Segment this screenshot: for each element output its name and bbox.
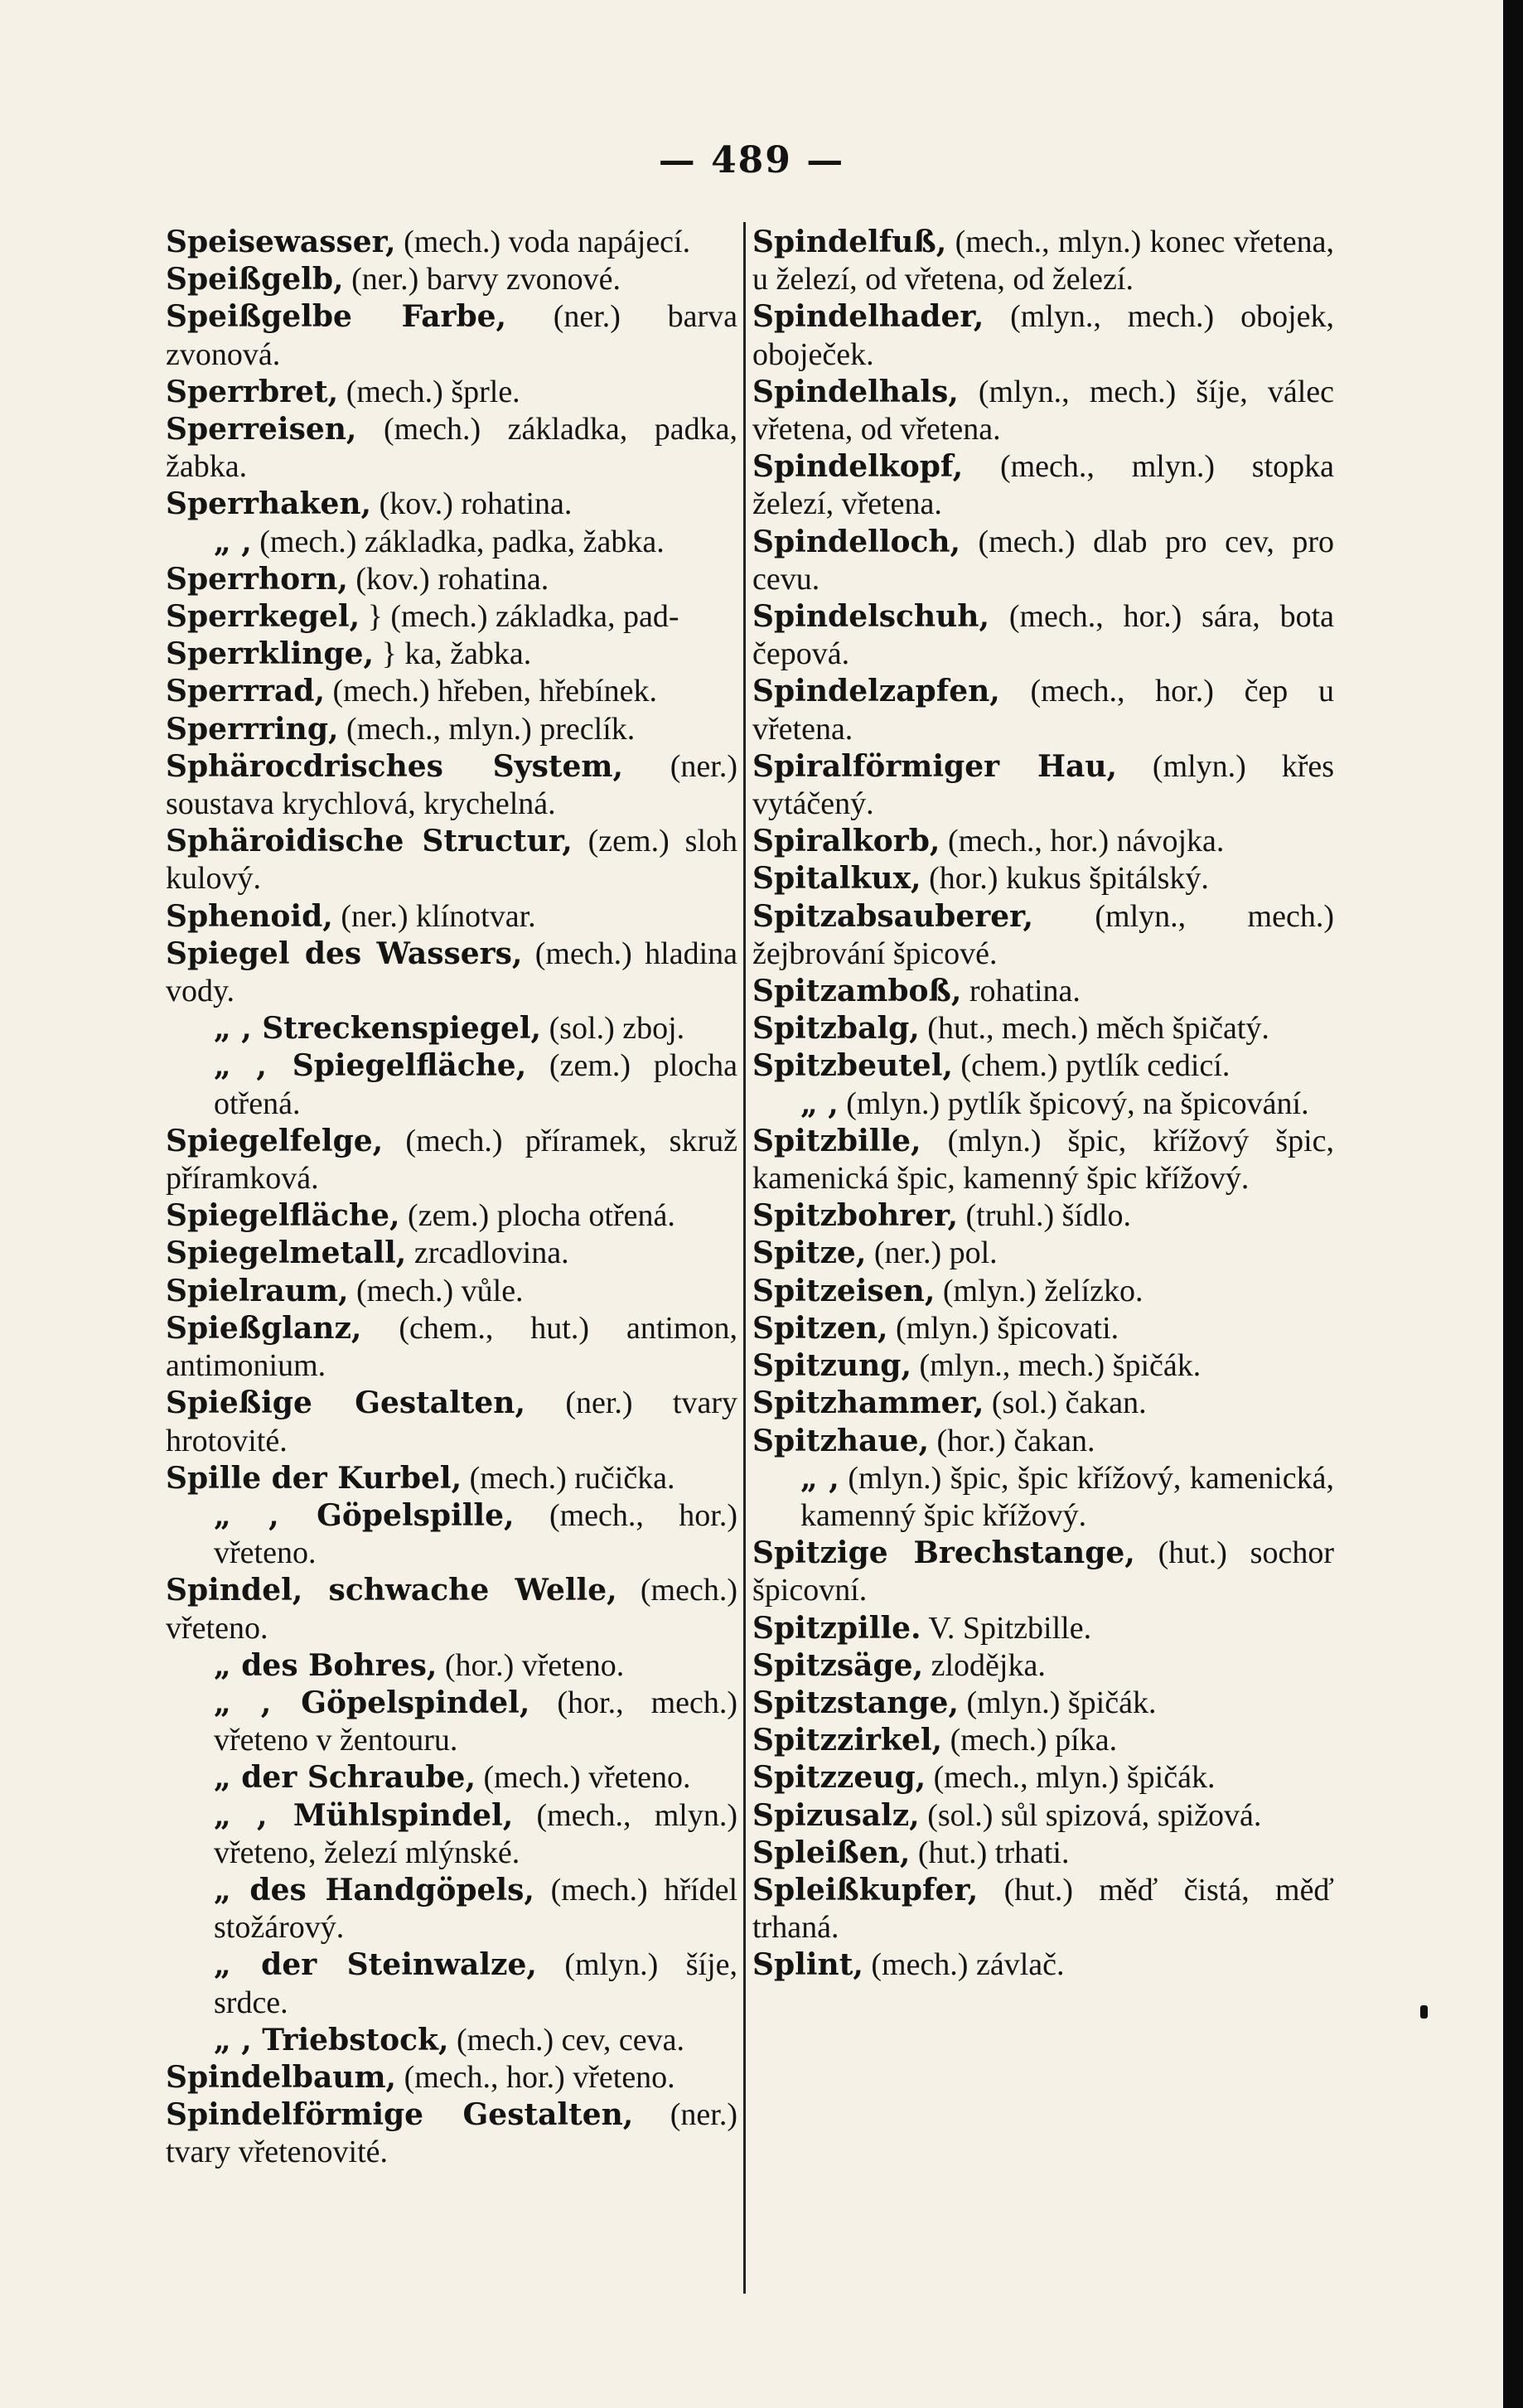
entry-gloss: (mech.) hřídel stožárový. xyxy=(214,1872,737,1946)
entry-gloss: (mech., mlyn.) stopka železí, vřetena. xyxy=(752,449,1334,522)
entry-gloss: (mech., hor.) vřeteno. xyxy=(214,1497,737,1571)
entry-headword: „ der Steinwalze, xyxy=(214,1947,537,1983)
dictionary-entry xyxy=(752,1872,1334,1946)
entry-gloss: (mech.) voda napájecí. xyxy=(395,225,691,259)
entry-gloss: (hor., mech.) vřeteno v žentouru. xyxy=(214,1685,738,1758)
dictionary-entry xyxy=(166,711,737,748)
page-number: — 489 — xyxy=(658,139,845,181)
dictionary-entry xyxy=(166,2059,737,2096)
entry-gloss: (mlyn.) špičák. xyxy=(958,1685,1157,1720)
entry-gloss: (mech., hor.) sára, bota čepová. xyxy=(752,599,1334,672)
entry-gloss: (mech.) příramek, skruž příramková. xyxy=(166,1123,737,1197)
dictionary-entry xyxy=(752,1460,1334,1535)
entry-gloss: (mech.) hladina vody. xyxy=(166,936,738,1009)
dictionary-entry xyxy=(166,1123,737,1197)
entry-headword: Spiegel des Wassers, xyxy=(166,936,523,971)
entry-gloss: zlodějka. xyxy=(923,1647,1046,1683)
dictionary-entry xyxy=(752,1759,1334,1796)
dictionary-entry xyxy=(752,1685,1334,1722)
dictionary-entry xyxy=(752,1086,1334,1123)
dictionary-entry xyxy=(166,1872,737,1946)
entry-gloss: (mech.) vřeteno. xyxy=(166,1573,737,1646)
entry-headword: Spitzung, xyxy=(752,1348,911,1384)
entry-headword: Sphärocdrisches System, xyxy=(166,748,624,784)
entry-gloss: (hut.) trhati. xyxy=(910,1835,1070,1870)
entry-headword: Spitzstange, xyxy=(752,1685,959,1720)
dictionary-entry xyxy=(752,1123,1334,1197)
dictionary-entry xyxy=(166,673,737,710)
entry-headword: Splint, xyxy=(752,1947,863,1983)
entry-gloss: (mech.) závlač. xyxy=(863,1947,1065,1983)
entry-headword: Spiralkorb, xyxy=(752,824,940,859)
entry-headword: „ des Bohres, xyxy=(214,1647,438,1683)
entry-headword: Spitzpille. xyxy=(752,1610,921,1646)
dictionary-entry xyxy=(166,1235,737,1272)
dictionary-entry xyxy=(166,2022,737,2059)
entry-gloss: (mlyn., mech.) špičák. xyxy=(911,1348,1201,1384)
dictionary-entry xyxy=(752,1797,1334,1835)
entry-headword: Spindelhader, xyxy=(752,299,984,335)
entry-headword: Sphenoid, xyxy=(166,898,333,934)
dictionary-entry xyxy=(166,1685,737,1759)
entry-headword: Spitzzirkel, xyxy=(752,1723,943,1758)
entry-headword: Sperrklinge, xyxy=(166,636,375,672)
entry-headword: Spindelförmige Gestalten, xyxy=(166,2097,634,2133)
entry-gloss: (mlyn.) křes vytáčený. xyxy=(752,748,1335,822)
dictionary-entry xyxy=(166,261,737,298)
entry-gloss: (mech.) píka. xyxy=(942,1723,1118,1758)
dictionary-entry xyxy=(166,598,737,636)
dictionary-entry xyxy=(752,1385,1334,1422)
dictionary-entry xyxy=(752,823,1334,860)
dictionary-entry xyxy=(166,561,737,598)
entry-headword: Sperrhaken, xyxy=(166,486,372,522)
entry-gloss: (hor.) vřeteno. xyxy=(437,1647,625,1683)
dictionary-entry xyxy=(752,1647,1334,1685)
entry-gloss: (ner.) tvary hrotovité. xyxy=(166,1385,737,1458)
entry-gloss: (truhl.) šídlo. xyxy=(958,1198,1132,1234)
entry-gloss: (mech., hor.) vřeteno. xyxy=(396,2059,675,2095)
entry-gloss: (ner.) pol. xyxy=(866,1235,998,1271)
dictionary-entry xyxy=(752,374,1334,448)
dictionary-entry xyxy=(166,1010,737,1047)
entry-headword: „ , xyxy=(800,1086,839,1121)
dictionary-entry xyxy=(166,1197,737,1235)
entry-headword: „ , xyxy=(800,1460,839,1496)
dictionary-entry xyxy=(752,1423,1334,1460)
entry-gloss: (mlyn., mech.) obojek, oboječek. xyxy=(752,299,1334,372)
dictionary-entry xyxy=(166,524,737,561)
dictionary-entry xyxy=(166,1946,737,2021)
entry-gloss: (kov.) rohatina. xyxy=(347,561,549,597)
entry-headword: Speißgelb, xyxy=(166,262,344,297)
entry-gloss: (hut.) měď čistá, měď trhaná. xyxy=(752,1872,1334,1946)
dictionary-entry xyxy=(166,748,737,823)
column-divider xyxy=(743,222,746,2294)
dictionary-entry xyxy=(752,524,1334,598)
entry-gloss: (mech., hor.) návojka. xyxy=(940,824,1225,859)
entry-gloss: rohatina. xyxy=(961,974,1081,1009)
entry-gloss: (mech.) hřeben, hřebínek. xyxy=(325,674,657,709)
dictionary-entry xyxy=(166,1572,737,1646)
right-column xyxy=(752,224,1334,1985)
dictionary-entry xyxy=(752,448,1334,523)
dictionary-entry xyxy=(166,2096,737,2171)
entry-gloss: (mlyn.) šíje, srdce. xyxy=(214,1947,737,2020)
dictionary-entry xyxy=(166,224,737,261)
entry-headword: Spindelhals, xyxy=(752,374,959,409)
entry-headword: Spindelloch, xyxy=(752,524,961,559)
entry-headword: „ , Triebstock, xyxy=(214,2022,449,2057)
entry-headword: Spindelzapfen, xyxy=(752,674,1000,709)
dictionary-entry xyxy=(752,973,1334,1010)
dictionary-entry xyxy=(166,1759,737,1796)
entry-headword: Spitzabsauberer, xyxy=(752,898,1034,934)
entry-gloss: (mech., mlyn.) špičák. xyxy=(926,1760,1216,1796)
entry-gloss: } (mech.) základka, pad- xyxy=(360,599,679,635)
dictionary-entry xyxy=(752,1010,1334,1047)
entry-headword: Spitzzeug, xyxy=(752,1760,926,1796)
entry-gloss: (sol.) zboj. xyxy=(541,1011,685,1047)
entry-headword: Spiegelfläche, xyxy=(166,1198,400,1234)
entry-gloss: (chem., hut.) antimon, antimonium. xyxy=(166,1310,737,1384)
dictionary-entry xyxy=(752,1235,1334,1272)
entry-gloss: (sol.) čakan. xyxy=(984,1385,1147,1421)
dictionary-entry xyxy=(752,1310,1334,1347)
entry-headword: Sperrring, xyxy=(166,711,339,747)
entry-headword: Spindelfuß, xyxy=(752,225,947,259)
entry-headword: Sperrhorn, xyxy=(166,561,348,597)
entry-gloss: (zem.) sloh kulový. xyxy=(166,824,737,897)
entry-headword: Spitzsäge, xyxy=(752,1647,924,1683)
entry-gloss: (ner.) tvary vřetenovité. xyxy=(166,2097,738,2170)
entry-gloss: (hut.) sochor špicovní. xyxy=(752,1535,1334,1608)
entry-gloss: (mlyn., mech.) šíje, válec vřetena, od vřetena. xyxy=(752,374,1334,447)
entry-gloss: (mech.) vůle. xyxy=(348,1273,524,1308)
entry-headword: „ , Mühlspindel, xyxy=(214,1797,514,1833)
entry-headword: Speisewasser, xyxy=(166,225,396,259)
entry-gloss: (mech.) vřeteno. xyxy=(475,1760,691,1796)
entry-gloss: (hut., mech.) měch špičatý. xyxy=(919,1011,1269,1047)
entry-gloss: (ner.) klínotvar. xyxy=(332,898,536,934)
dictionary-entry xyxy=(752,1835,1334,1872)
entry-gloss: (mlyn.) želízko. xyxy=(935,1273,1143,1308)
dictionary-entry xyxy=(752,1722,1334,1759)
entry-headword: „ des Handgöpels, xyxy=(214,1872,534,1908)
entry-gloss: (ner.) barva zvonová. xyxy=(166,299,737,372)
entry-gloss: (mlyn.) špic, špic křížový, kamenická, kamenný špic křížový. xyxy=(800,1460,1334,1533)
entry-headword: Spitzbeutel, xyxy=(752,1048,953,1084)
entry-gloss: (kov.) rohatina. xyxy=(371,486,573,522)
dictionary-entry xyxy=(752,748,1334,823)
dictionary-entry xyxy=(166,1497,737,1572)
entry-headword: Speißgelbe Farbe, xyxy=(166,299,507,335)
entry-headword: Spitzhammer, xyxy=(752,1385,984,1421)
entry-headword: „ , Streckenspiegel, xyxy=(214,1011,542,1047)
entry-gloss: (ner.) soustava krychlová, krychelná. xyxy=(166,748,737,822)
dictionary-entry xyxy=(166,1047,737,1122)
dictionary-entry xyxy=(166,823,737,897)
entry-headword: Spleißen, xyxy=(752,1835,911,1870)
entry-headword: Spitzhaue, xyxy=(752,1423,930,1458)
dictionary-entry xyxy=(752,224,1334,298)
entry-gloss: (hor.) kukus špitálský. xyxy=(921,861,1209,897)
entry-headword: Spitze, xyxy=(752,1235,867,1271)
entry-headword: Spitzen, xyxy=(752,1310,888,1346)
entry-gloss: (mlyn.) pytlík špicový, na špicování. xyxy=(838,1086,1309,1121)
left-column xyxy=(166,224,737,2172)
entry-gloss: (mlyn.) špicovati. xyxy=(887,1310,1119,1346)
entry-headword: Sphäroidische Structur, xyxy=(166,824,573,859)
entry-headword: Spitzbille, xyxy=(752,1123,921,1158)
dictionary-entry xyxy=(166,1797,737,1872)
entry-headword: „ , xyxy=(214,524,252,559)
entry-gloss: (mech.) ručička. xyxy=(462,1460,675,1496)
entry-gloss: (mech., hor.) čep u vřetena. xyxy=(752,674,1334,747)
dictionary-entry xyxy=(752,1047,1334,1085)
dictionary-entry xyxy=(752,860,1334,897)
dictionary-entry xyxy=(166,936,737,1010)
dictionary-entry xyxy=(166,486,737,523)
dictionary-entry xyxy=(752,1347,1334,1385)
entry-headword: Spiralförmiger Hau, xyxy=(752,748,1118,784)
entry-headword: Spitzeisen, xyxy=(752,1273,936,1308)
entry-headword: Spindelkopf, xyxy=(752,449,964,485)
dictionary-entry xyxy=(752,1197,1334,1235)
dictionary-entry xyxy=(752,1535,1334,1609)
entry-headword: Spindelschuh, xyxy=(752,599,990,635)
entry-gloss: } ka, žabka. xyxy=(374,636,532,672)
entry-headword: Spille der Kurbel, xyxy=(166,1460,462,1496)
entry-gloss: V. Spitzbille. xyxy=(921,1610,1092,1646)
dictionary-entry xyxy=(166,636,737,673)
entry-gloss: (mech., mlyn.) konec vřetena, u železí, od vřetena, od železí. xyxy=(752,225,1334,297)
dictionary-entry xyxy=(166,298,737,373)
entry-gloss: (mech.) základka, padka, žabka. xyxy=(251,524,665,559)
entry-gloss: (mlyn.) špic, křížový špic, kamenická špic, kamenný špic křížový. xyxy=(752,1123,1334,1197)
entry-headword: „ , Göpelspille, xyxy=(214,1497,515,1533)
dictionary-entry xyxy=(752,898,1334,973)
dictionary-entry xyxy=(166,1385,737,1459)
dictionary-entry xyxy=(166,898,737,936)
entry-headword: Spiegelfelge, xyxy=(166,1123,384,1158)
entry-headword: Spitzamboß, xyxy=(752,974,962,1009)
entry-gloss: (mlyn., mech.) žejbrování špicové. xyxy=(752,898,1334,971)
entry-headword: Spleißkupfer, xyxy=(752,1872,979,1908)
entry-headword: Spiegelmetall, xyxy=(166,1235,407,1271)
dictionary-entry xyxy=(166,1273,737,1310)
entry-headword: „ der Schraube, xyxy=(214,1760,476,1796)
entry-gloss: (zem.) plocha otřená. xyxy=(399,1198,675,1234)
entry-headword: Sperreisen, xyxy=(166,412,357,447)
entry-headword: Spindel, schwache Welle, xyxy=(166,1573,617,1608)
entry-gloss: (sol.) sůl spizová, spižová. xyxy=(919,1797,1262,1833)
dictionary-entry xyxy=(166,1310,737,1385)
dictionary-entry xyxy=(752,1946,1334,1984)
entry-gloss: (mech.) dlab pro cev, pro cevu. xyxy=(752,524,1334,597)
dictionary-entry xyxy=(752,1610,1334,1647)
dictionary-entry xyxy=(166,1647,737,1685)
dictionary-entry xyxy=(166,374,737,411)
entry-gloss: (ner.) barvy zvonové. xyxy=(343,262,621,297)
entry-headword: Spielraum, xyxy=(166,1273,349,1308)
entry-headword: Sperrrad, xyxy=(166,674,326,709)
dictionary-entry xyxy=(752,673,1334,747)
entry-gloss: (chem.) pytlík cedicí. xyxy=(952,1048,1230,1084)
entry-gloss: (zem.) plocha otřená. xyxy=(214,1048,738,1121)
entry-headword: Spitzbalg, xyxy=(752,1011,920,1047)
entry-headword: Spitzige Brechstange, xyxy=(752,1535,1135,1571)
entry-headword: „ , Göpelspindel, xyxy=(214,1685,530,1720)
entry-headword: Spießige Gestalten, xyxy=(166,1385,526,1421)
entry-headword: Spitalkux, xyxy=(752,861,921,897)
entry-gloss: zrcadlovina. xyxy=(406,1235,569,1271)
entry-gloss: (mech., mlyn.) vřeteno, železí mlýnské. xyxy=(214,1797,737,1870)
dictionary-entry xyxy=(166,1460,737,1497)
dictionary-entry xyxy=(166,411,737,486)
dictionary-entry xyxy=(752,1273,1334,1310)
entry-gloss: (mech.) základka, padka, žabka. xyxy=(166,412,737,485)
dictionary-entry xyxy=(752,298,1334,373)
entry-headword: Spizusalz, xyxy=(752,1797,920,1833)
entry-headword: Spindelbaum, xyxy=(166,2059,397,2095)
entry-headword: Sperrbret, xyxy=(166,374,339,409)
entry-gloss: (mech.) šprle. xyxy=(338,374,520,409)
entry-headword: Spitzbohrer, xyxy=(752,1198,959,1234)
entry-gloss: (hor.) čakan. xyxy=(929,1423,1095,1458)
entry-headword: Spießglanz, xyxy=(166,1310,362,1346)
ink-speck xyxy=(1420,2005,1428,2019)
entry-headword: Sperrkegel, xyxy=(166,599,360,635)
dictionary-entry xyxy=(752,598,1334,673)
entry-gloss: (mech.) cev, ceva. xyxy=(448,2022,684,2057)
entry-headword: „ , Spiegelfläche, xyxy=(214,1048,527,1084)
entry-gloss: (mech., mlyn.) preclík. xyxy=(338,711,636,747)
